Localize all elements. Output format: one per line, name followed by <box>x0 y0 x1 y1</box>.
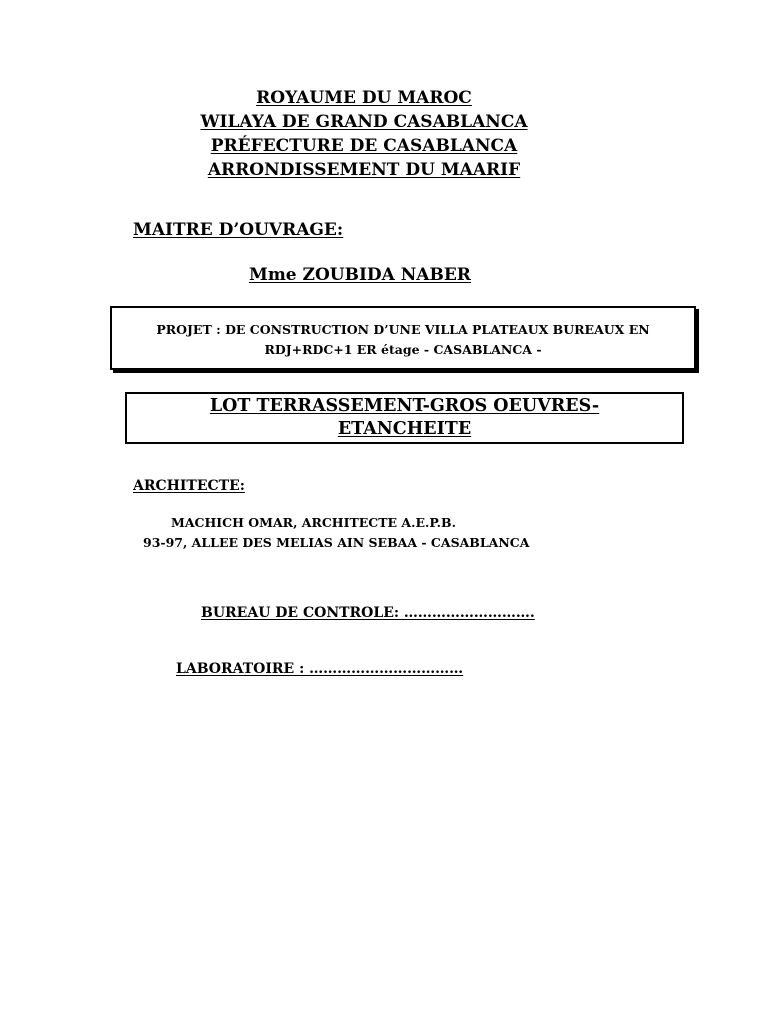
lot-line-1: LOT TERRASSEMENT-GROS OEUVRES- <box>209 396 600 416</box>
header-wilaya: WILAYA DE GRAND CASABLANCA <box>200 112 528 132</box>
document-header <box>0 86 728 182</box>
architect-address: 93-97, ALLEE DES MELIAS AIN SEBAA - CASABLANCA <box>143 535 530 550</box>
architect-name: MACHICH OMAR, ARCHITECTE A.E.P.B. <box>171 515 456 530</box>
maitre-ouvrage-name: Mme ZOUBIDA NABER <box>249 265 471 285</box>
project-line-2: RDJ+RDC+1 ER étage - CASABLANCA - <box>264 342 542 357</box>
project-line-1: PROJET : DE CONSTRUCTION D’UNE VILLA PLATEAUX BUREAUX EN <box>156 322 650 337</box>
maitre-ouvrage-label: MAITRE D’OUVRAGE: <box>133 220 344 240</box>
lot-box <box>125 392 684 444</box>
header-arrondissement: ARRONDISSEMENT DU MAARIF <box>207 160 521 180</box>
lot-line-2: ETANCHEITE <box>337 419 472 439</box>
bureau-controle: BUREAU DE CONTROLE: ………………………. <box>201 605 535 621</box>
architect-label: ARCHITECTE: <box>133 478 245 494</box>
header-kingdom: ROYAUME DU MAROC <box>256 88 472 108</box>
laboratoire: LABORATOIRE : …………………………… <box>176 661 464 677</box>
header-prefecture: PRÉFECTURE DE CASABLANCA <box>210 136 518 156</box>
project-box <box>110 306 696 370</box>
